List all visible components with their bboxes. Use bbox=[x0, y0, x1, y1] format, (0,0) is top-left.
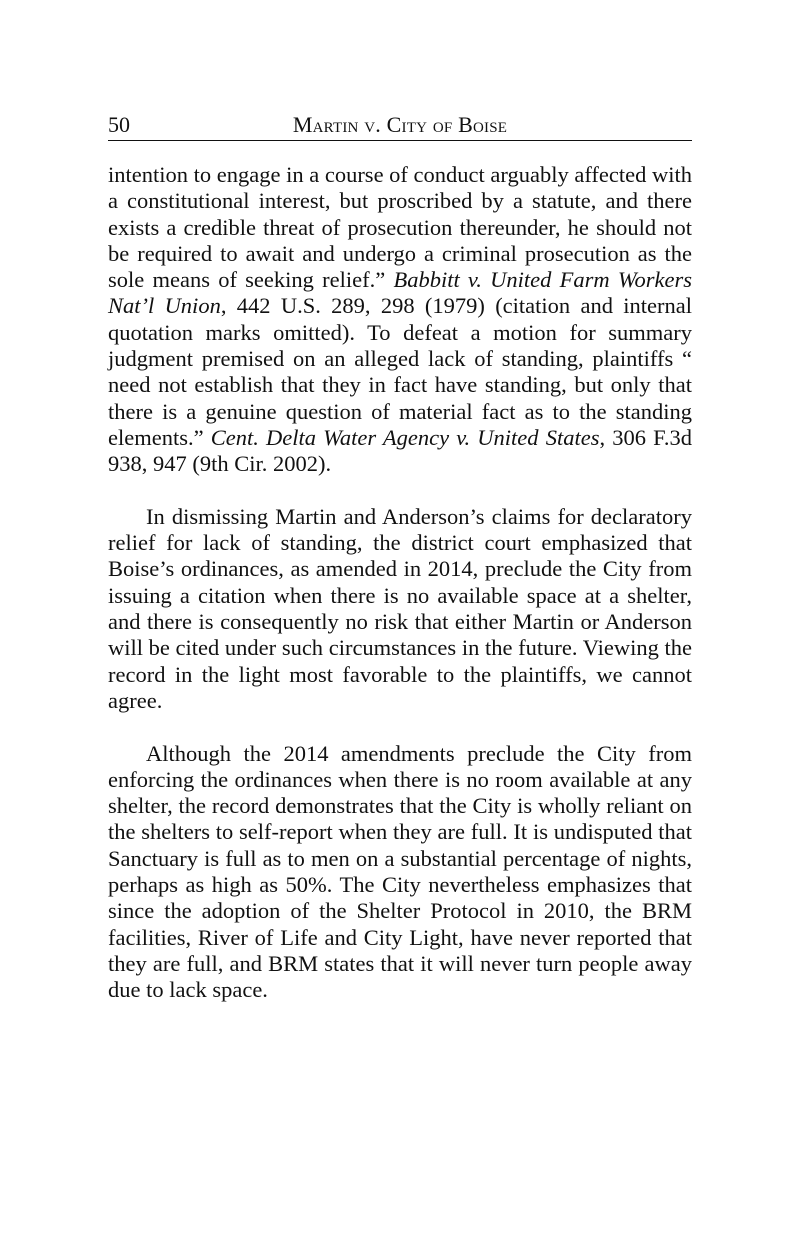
paragraph-3 bbox=[108, 741, 692, 1004]
text-segment: , 306 F.3d 938, 947 (9th Cir. 2002). bbox=[108, 424, 692, 477]
opinion-body bbox=[108, 162, 692, 1004]
page-header bbox=[108, 112, 692, 141]
text-segment: In dismissing Martin and Anderson’s claims for declaratory relief for lack of standing, the district court emphasized that Boise’s ordinances, as amended in 2014, preclude the City from issuing a citation when there is no available space at a shelter, and there is consequently no risk that either Martin or Anderson will be cited under such circumstances in the future. Viewing the record in the light most favorable to the plaintiffs, we cannot agree. bbox=[108, 503, 692, 713]
text-segment: , 442 U.S. 289, 298 (1979) (citation and internal quotation marks omitted). To defeat a motion for summary judgment premised on an alleged lack of standing, plaintiffs “ need not establish that they in fact have standing, but only that there is a genuine question of material fact as to the standing elements.” bbox=[108, 293, 692, 450]
text-segment: Although the 2014 amendments preclude the City from enforcing the ordinances when there is no room available at any shelter, the record demonstrates that the City is wholly reliant on the shelters to self-report when they are full. It is undisputed that Sanctuary is full as to men on a substantial percentage of nights, perhaps as high as 50%. The City nevertheless emphasizes that since the adoption of the Shelter Protocol in 2010, the BRM facilities, River of Life and City Light, have never reported that they are full, and BRM states that it will never turn people away due to lack space. bbox=[108, 740, 692, 1003]
running-head: Martin v. City of Boise bbox=[292, 112, 508, 137]
page-number: 50 bbox=[108, 112, 130, 137]
paragraph-2 bbox=[108, 504, 692, 714]
paragraph-1 bbox=[108, 162, 692, 478]
case-citation: Babbitt v. United Farm Workers Nat’l Union bbox=[108, 267, 692, 319]
text-segment: intention to engage in a course of conduct arguably affected with a constitutional interest, but proscribed by a statute, and there exists a credible threat of prosecution thereunder, he should not be required to await and undergo a criminal prosecution as the sole means of seeking relief.” bbox=[108, 162, 692, 293]
case-citation: Cent. Delta Water Agency v. United States bbox=[210, 424, 600, 450]
